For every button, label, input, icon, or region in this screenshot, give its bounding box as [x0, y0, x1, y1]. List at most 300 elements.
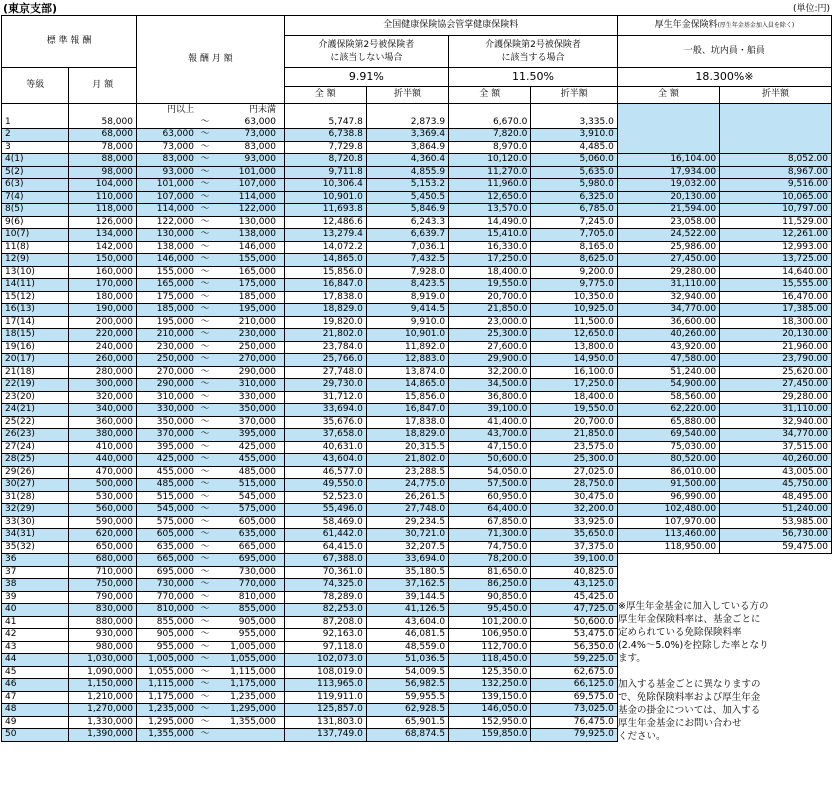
- rate-no-care: 9.91%: [284, 68, 449, 87]
- care-full-cell: 16,330.0: [449, 241, 531, 254]
- monthly-cell: 340,000: [69, 404, 136, 417]
- range-tilde: ～: [200, 466, 210, 477]
- pension-full-cell: 34,770.00: [617, 304, 719, 317]
- table-row: [2, 541, 832, 554]
- range-from: 165,000: [156, 279, 194, 289]
- grade-cell: 12(9): [2, 254, 69, 267]
- pension-full-cell: 75,030.00: [617, 441, 719, 454]
- no-care-half-cell: 56,982.5: [366, 679, 448, 692]
- range-from: 63,000: [162, 129, 194, 139]
- no-care-half-cell: 23,288.5: [366, 466, 448, 479]
- no-care-half-cell: 51,036.5: [366, 654, 448, 667]
- range-cell: [136, 379, 284, 392]
- range-cell: [136, 117, 284, 129]
- range-tilde: ～: [200, 641, 210, 652]
- care-half-cell: 18,400.0: [531, 391, 617, 404]
- range-to: 155,000: [238, 254, 276, 264]
- no-care-half-cell: 18,829.0: [366, 429, 448, 442]
- care-full-cell: 41,400.0: [449, 416, 531, 429]
- care-half-cell: 9,200.0: [531, 266, 617, 279]
- pension-full-cell: 21,594.00: [617, 204, 719, 217]
- pension-half-cell: 40,260.00: [720, 454, 832, 467]
- rate-care: 11.50%: [449, 68, 618, 87]
- range-cell: [136, 179, 284, 192]
- grade-cell: 20(17): [2, 354, 69, 367]
- care-half-cell: 11,500.0: [531, 316, 617, 329]
- care-full-cell: 101,200.0: [449, 616, 531, 629]
- care-full-cell: 159,850.0: [449, 729, 531, 742]
- grade-cell: 47: [2, 691, 69, 704]
- range-to: 165,000: [238, 266, 276, 277]
- range-tilde: ～: [200, 666, 210, 677]
- pension-half-cell: 20,130.00: [720, 329, 832, 342]
- no-care-full-cell: 11,693.8: [284, 204, 366, 217]
- range-cell: [136, 716, 284, 729]
- care-half-cell: 53,475.0: [531, 629, 617, 642]
- range-to: 635,000: [238, 529, 276, 539]
- range-to: 665,000: [238, 541, 276, 552]
- pension-full-cell: [617, 129, 719, 142]
- no-care-half-cell: 3,369.4: [366, 129, 448, 142]
- no-care-full-cell: 43,604.0: [284, 454, 366, 467]
- range-to: 1,055,000: [230, 654, 276, 664]
- range-tilde: ～: [200, 566, 210, 577]
- monthly-cell: 440,000: [69, 454, 136, 467]
- monthly-cell: 110,000: [69, 191, 136, 204]
- pension-full-cell: 107,970.00: [617, 516, 719, 529]
- range-to: 485,000: [238, 466, 276, 477]
- range-tilde: ～: [200, 279, 210, 289]
- care-half-cell: 23,575.0: [531, 441, 617, 454]
- range-from: 695,000: [156, 566, 194, 577]
- pension-half-cell: 8,967.00: [720, 166, 832, 179]
- range-tilde: ～: [200, 291, 210, 302]
- half-header: 折半額: [720, 87, 832, 104]
- no-care-full-cell: 31,712.0: [284, 391, 366, 404]
- range-cell: [136, 291, 284, 304]
- monthly-cell: 530,000: [69, 491, 136, 504]
- range-cell: [136, 729, 284, 742]
- no-care-full-cell: 23,784.0: [284, 341, 366, 354]
- pension-half-cell: 45,750.00: [720, 479, 832, 492]
- range-to: 1,175,000: [230, 679, 276, 689]
- care-half-cell: 32,200.0: [531, 504, 617, 517]
- grade-group-header: 標 準 報 酬: [2, 16, 137, 68]
- care-full-cell: 23,000.0: [449, 316, 531, 329]
- monthly-cell: 142,000: [69, 241, 136, 254]
- care-full-cell: 11,270.0: [449, 166, 531, 179]
- table-row: [2, 154, 832, 167]
- range-cell: [136, 354, 284, 367]
- no-care-full-cell: 13,279.4: [284, 229, 366, 242]
- range-unit-labels: [136, 104, 284, 117]
- grade-cell: 45: [2, 666, 69, 679]
- monthly-cell: 170,000: [69, 279, 136, 292]
- range-from: 73,000: [162, 141, 194, 152]
- range-tilde: ～: [200, 441, 210, 452]
- grade-header: 等級: [2, 68, 69, 104]
- range-to: 955,000: [238, 629, 276, 639]
- pension-half-cell: 32,940.00: [720, 416, 832, 429]
- pension-full-cell: 20,130.00: [617, 191, 719, 204]
- range-tilde: ～: [200, 654, 210, 664]
- care-full-cell: 8,970.0: [449, 141, 531, 154]
- grade-cell: 16(13): [2, 304, 69, 317]
- no-care-half-cell: 46,081.5: [366, 629, 448, 642]
- no-care-half-cell: 8,423.5: [366, 279, 448, 292]
- range-tilde: ～: [200, 366, 210, 377]
- range-tilde: ～: [200, 679, 210, 689]
- care-half-cell: 39,100.0: [531, 554, 617, 567]
- pension-half-cell: 10,797.00: [720, 204, 832, 217]
- care-full-cell: 14,490.0: [449, 216, 531, 229]
- grade-cell: 10(7): [2, 229, 69, 242]
- no-care-full-cell: 19,820.0: [284, 316, 366, 329]
- range-from: 185,000: [156, 304, 194, 314]
- pension-half-cell: 31,110.00: [720, 404, 832, 417]
- care-half-cell: 27,025.0: [531, 466, 617, 479]
- pension-half-cell: 43,005.00: [720, 466, 832, 479]
- range-tilde: ～: [200, 541, 210, 552]
- table-row: [2, 504, 832, 517]
- care-half-cell: 50,600.0: [531, 616, 617, 629]
- pension-full-cell: [617, 117, 719, 129]
- range-tilde: ～: [200, 304, 210, 314]
- from-unit: 円以上: [166, 104, 194, 115]
- no-care-full-cell: 74,325.0: [284, 579, 366, 592]
- range-cell: [136, 366, 284, 379]
- no-care-full-cell: 5,747.8: [284, 117, 366, 129]
- range-to: 195,000: [238, 304, 276, 314]
- care-half-cell: 59,225.0: [531, 654, 617, 667]
- care-half-cell: 3,910.0: [531, 129, 617, 142]
- pension-full-cell: 16,104.00: [617, 154, 719, 167]
- care-full-cell: 12,650.0: [449, 191, 531, 204]
- range-from: 635,000: [156, 541, 194, 552]
- range-tilde: ～: [200, 329, 210, 339]
- care-half-cell: 13,800.0: [531, 341, 617, 354]
- range-tilde: ～: [200, 579, 210, 589]
- grade-cell: 2: [2, 129, 69, 142]
- note-area: [720, 579, 832, 592]
- range-cell: [136, 616, 284, 629]
- grade-cell: 9(6): [2, 216, 69, 229]
- pension-half-cell: 13,725.00: [720, 254, 832, 267]
- range-from: 122,000: [156, 216, 194, 227]
- full-header: 全 額: [617, 87, 719, 104]
- range-tilde: ～: [200, 341, 210, 352]
- range-tilde: ～: [200, 429, 210, 439]
- range-tilde: ～: [200, 191, 210, 202]
- range-to: 290,000: [238, 366, 276, 377]
- range-cell: [136, 529, 284, 542]
- no-care-full-cell: 15,856.0: [284, 266, 366, 279]
- pension-half-cell: 9,516.00: [720, 179, 832, 192]
- grade-cell: 31(28): [2, 491, 69, 504]
- range-cell: [136, 304, 284, 317]
- table-row: [2, 204, 832, 217]
- range-to: 905,000: [238, 616, 276, 627]
- pension-full-cell: 62,220.00: [617, 404, 719, 417]
- range-cell: [136, 441, 284, 454]
- range-cell: [136, 504, 284, 517]
- care-header: 介護保険第2号被保険者 に該当する場合: [449, 36, 618, 68]
- care-full-cell: 57,500.0: [449, 479, 531, 492]
- care-full-cell: 29,900.0: [449, 354, 531, 367]
- no-care-header: 介護保険第2号被保険者 に該当しない場合: [284, 36, 449, 68]
- pension-half-cell: 37,515.00: [720, 441, 832, 454]
- pension-full-cell: 29,280.00: [617, 266, 719, 279]
- care-full-cell: 132,250.0: [449, 679, 531, 692]
- table-head: [2, 16, 832, 104]
- grade-cell: 25(22): [2, 416, 69, 429]
- grade-cell: 5(2): [2, 166, 69, 179]
- no-care-half-cell: 39,144.5: [366, 591, 448, 604]
- no-care-half-cell: 26,261.5: [366, 491, 448, 504]
- range-from: 350,000: [156, 416, 194, 427]
- table-row: [2, 266, 832, 279]
- care-full-cell: 21,850.0: [449, 304, 531, 317]
- no-care-half-cell: 35,180.5: [366, 566, 448, 579]
- care-half-cell: 73,025.0: [531, 704, 617, 717]
- range-to: 350,000: [238, 404, 276, 414]
- no-care-full-cell: 92,163.0: [284, 629, 366, 642]
- range-tilde: ～: [200, 141, 210, 152]
- range-tilde: ～: [200, 166, 210, 177]
- no-care-full-cell: 82,253.0: [284, 604, 366, 617]
- no-care-half-cell: 4,855.9: [366, 166, 448, 179]
- range-from: 905,000: [156, 629, 194, 639]
- pension-full-cell: 43,920.00: [617, 341, 719, 354]
- no-care-half-cell: 9,414.5: [366, 304, 448, 317]
- care-half-cell: 8,625.0: [531, 254, 617, 267]
- table-row: [2, 429, 832, 442]
- pension-full-cell: 36,600.00: [617, 316, 719, 329]
- no-care-full-cell: 67,388.0: [284, 554, 366, 567]
- no-care-full-cell: 131,803.0: [284, 716, 366, 729]
- grade-cell: 43: [2, 641, 69, 654]
- grade-cell: 37: [2, 566, 69, 579]
- no-care-full-cell: 21,802.0: [284, 329, 366, 342]
- range-tilde: ～: [200, 616, 210, 627]
- monthly-cell: 750,000: [69, 579, 136, 592]
- pension-full-cell: 113,460.00: [617, 529, 719, 542]
- range-cell: [136, 591, 284, 604]
- no-care-half-cell: 20,315.5: [366, 441, 448, 454]
- care-full-cell: 11,960.0: [449, 179, 531, 192]
- pension-header: [617, 16, 831, 36]
- range-from: 395,000: [156, 441, 194, 452]
- care-half-cell: 33,925.0: [531, 516, 617, 529]
- care-half-cell: 69,575.0: [531, 691, 617, 704]
- range-to: 545,000: [238, 491, 276, 502]
- pension-half-cell: 8,052.00: [720, 154, 832, 167]
- no-care-half-cell: 29,234.5: [366, 516, 448, 529]
- range-cell: [136, 129, 284, 142]
- care-full-cell: 118,450.0: [449, 654, 531, 667]
- no-care-half-cell: 54,009.5: [366, 666, 448, 679]
- range-cell: [136, 254, 284, 267]
- grade-cell: 18(15): [2, 329, 69, 342]
- range-cell: [136, 341, 284, 354]
- range-tilde: ～: [200, 316, 210, 327]
- monthly-cell: 320,000: [69, 391, 136, 404]
- range-to: 175,000: [238, 279, 276, 289]
- care-full-cell: 152,950.0: [449, 716, 531, 729]
- care-full-cell: 27,600.0: [449, 341, 531, 354]
- care-full-cell: 90,850.0: [449, 591, 531, 604]
- range-cell: [136, 466, 284, 479]
- range-tilde: ～: [200, 354, 210, 364]
- range-to: 107,000: [238, 179, 276, 189]
- range-from: 114,000: [156, 204, 194, 214]
- no-care-full-cell: 49,550.0: [284, 479, 366, 492]
- range-to: 1,005,000: [230, 641, 276, 652]
- range-cell: [136, 391, 284, 404]
- unit-label: (単位:円): [792, 4, 830, 14]
- monthly-cell: 200,000: [69, 316, 136, 329]
- range-from: 955,000: [156, 641, 194, 652]
- no-care-half-cell: 5,450.5: [366, 191, 448, 204]
- no-care-half-cell: 4,360.4: [366, 154, 448, 167]
- care-half-cell: 20,700.0: [531, 416, 617, 429]
- no-care-full-cell: 55,496.0: [284, 504, 366, 517]
- no-care-full-cell: 108,019.0: [284, 666, 366, 679]
- range-to: 146,000: [238, 241, 276, 252]
- care-full-cell: 112,700.0: [449, 641, 531, 654]
- range-from: 810,000: [156, 604, 194, 614]
- range-tilde: ～: [200, 116, 210, 127]
- monthly-cell: 1,090,000: [69, 666, 136, 679]
- range-from: 1,005,000: [148, 654, 194, 664]
- pension-full-cell: 86,010.00: [617, 466, 719, 479]
- table-row: [2, 316, 832, 329]
- pension-half-cell: 29,280.00: [720, 391, 832, 404]
- pension-full-cell: 25,986.00: [617, 241, 719, 254]
- grade-cell: 6(3): [2, 179, 69, 192]
- grade-cell: 14(11): [2, 279, 69, 292]
- grade-cell: 26(23): [2, 429, 69, 442]
- range-tilde: ～: [200, 479, 210, 489]
- care-half-cell: 30,475.0: [531, 491, 617, 504]
- pension-full-cell: 91,500.00: [617, 479, 719, 492]
- care-half-cell: 47,725.0: [531, 604, 617, 617]
- care-half-cell: 45,425.0: [531, 591, 617, 604]
- care-full-cell: 19,550.0: [449, 279, 531, 292]
- no-care-half-cell: 3,864.9: [366, 141, 448, 154]
- pension-half-cell: 21,960.00: [720, 341, 832, 354]
- no-care-full-cell: 97,118.0: [284, 641, 366, 654]
- pension-note: (厚生年金基金加入員を除く): [717, 21, 795, 29]
- no-care-full-cell: 125,857.0: [284, 704, 366, 717]
- no-care-half-cell: 17,838.0: [366, 416, 448, 429]
- to-unit: 円未満: [248, 104, 276, 115]
- monthly-cell: 470,000: [69, 466, 136, 479]
- pension-full-cell: 65,880.00: [617, 416, 719, 429]
- no-care-full-cell: 119,911.0: [284, 691, 366, 704]
- range-from: 1,175,000: [148, 691, 194, 702]
- care-full-cell: 74,750.0: [449, 541, 531, 554]
- pension-half-cell: 59,475.00: [720, 541, 832, 554]
- care-half-cell: 16,100.0: [531, 366, 617, 379]
- monthly-cell: 104,000: [69, 179, 136, 192]
- table-row: [2, 479, 832, 492]
- grade-cell: 8(5): [2, 204, 69, 217]
- no-care-full-cell: 33,694.0: [284, 404, 366, 417]
- monthly-cell: 300,000: [69, 379, 136, 392]
- care-full-cell: 17,250.0: [449, 254, 531, 267]
- range-tilde: ～: [200, 516, 210, 527]
- range-to: 425,000: [238, 441, 276, 452]
- grade-cell: 21(18): [2, 366, 69, 379]
- range-from: 330,000: [156, 404, 194, 414]
- pension-sub-header: 一般、坑内員・船員: [617, 36, 831, 68]
- table-row: [2, 279, 832, 292]
- grade-cell: 46: [2, 679, 69, 692]
- range-cell: [136, 641, 284, 654]
- monthly-cell: 78,000: [69, 141, 136, 154]
- no-care-half-cell: 7,036.1: [366, 241, 448, 254]
- range-cell: [136, 204, 284, 217]
- table-row: [2, 341, 832, 354]
- range-from: 1,355,000: [148, 729, 194, 739]
- range-tilde: ～: [200, 491, 210, 502]
- grade-cell: 41: [2, 616, 69, 629]
- care-full-cell: 20,700.0: [449, 291, 531, 304]
- no-care-half-cell: 13,874.0: [366, 366, 448, 379]
- care-full-cell: 7,820.0: [449, 129, 531, 142]
- range-cell: [136, 579, 284, 592]
- range-tilde: ～: [200, 391, 210, 402]
- range-from: 1,295,000: [148, 716, 194, 727]
- care-full-cell: 34,500.0: [449, 379, 531, 392]
- pension-full-cell: 54,900.00: [617, 379, 719, 392]
- monthly-cell: 790,000: [69, 591, 136, 604]
- pension-half-cell: [720, 117, 832, 129]
- grade-cell: 15(12): [2, 291, 69, 304]
- range-to: 270,000: [238, 354, 276, 364]
- care-half-cell: 10,350.0: [531, 291, 617, 304]
- table-row: [2, 166, 832, 179]
- range-to: 185,000: [238, 291, 276, 302]
- half-header: 折半額: [531, 87, 617, 104]
- no-care-half-cell: 68,874.5: [366, 729, 448, 742]
- care-full-cell: 25,300.0: [449, 329, 531, 342]
- table-row: [2, 566, 832, 579]
- range-cell: [136, 154, 284, 167]
- care-full-cell: 71,300.0: [449, 529, 531, 542]
- care-half-cell: 5,060.0: [531, 154, 617, 167]
- care-half-cell: 3,335.0: [531, 117, 617, 129]
- care-full-cell: 18,400.0: [449, 266, 531, 279]
- table-row: [2, 291, 832, 304]
- range-cell: [136, 416, 284, 429]
- range-cell: [136, 479, 284, 492]
- range-cell: [136, 279, 284, 292]
- care-half-cell: 66,125.0: [531, 679, 617, 692]
- table-row: [2, 216, 832, 229]
- monthly-cell: 280,000: [69, 366, 136, 379]
- range-to: 455,000: [238, 454, 276, 464]
- range-from: 665,000: [156, 554, 194, 564]
- range-from: 770,000: [156, 591, 194, 602]
- range-from: 605,000: [156, 529, 194, 539]
- no-care-full-cell: 46,577.0: [284, 466, 366, 479]
- grade-cell: 4(1): [2, 154, 69, 167]
- grade-cell: 38: [2, 579, 69, 592]
- range-tilde: ～: [200, 379, 210, 389]
- no-care-full-cell: 113,965.0: [284, 679, 366, 692]
